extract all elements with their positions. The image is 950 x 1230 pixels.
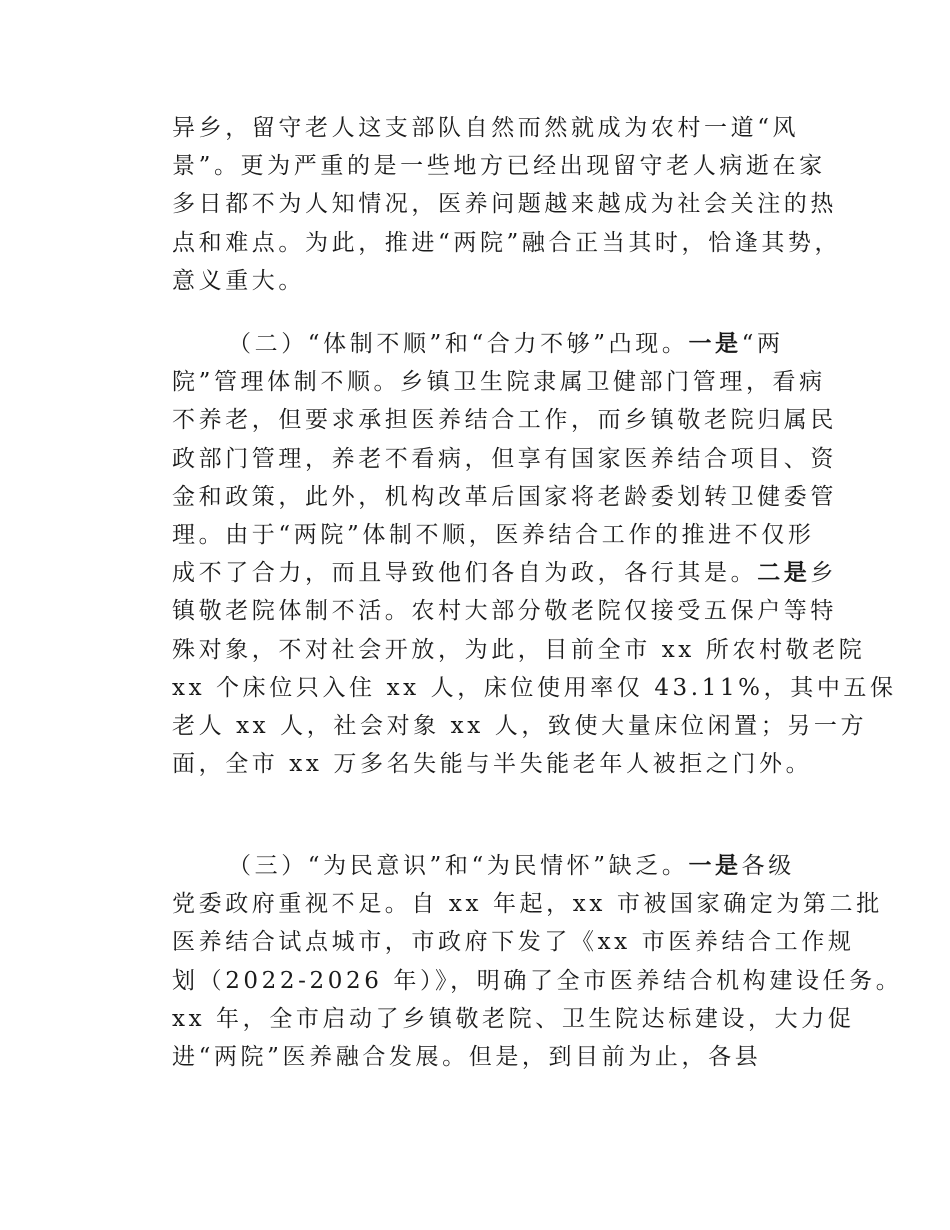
text-line: 进“两院”医养融合发展。但是，到目前为止，各县 xyxy=(172,1044,762,1070)
text-line: 政部门管理，养老不看病，但享有国家医养结合项目、资 xyxy=(172,445,837,472)
text-line: 不养老，但要求承担医养结合工作，而乡镇敬老院归属民 xyxy=(172,407,837,434)
text-line: 殊对象，不对社会开放，为此，目前全市 xx 所农村敬老院 xyxy=(172,636,866,663)
text-line: 镇敬老院体制不活。农村大部分敬老院仅接受五保户等特 xyxy=(172,598,837,625)
text-line: （三）“为民意识”和“为民情怀”缺乏。一是各级 xyxy=(228,853,795,879)
text-line: 异乡，留守老人这支部队自然而然就成为农村一道“风 xyxy=(172,115,800,141)
text-line: 意义重大。 xyxy=(172,267,305,294)
text-line: 划（2022-2026 年）》，明确了全市医养结合机构建设任务。 xyxy=(172,967,903,994)
text-line: xx 年，全市启动了乡镇敬老院、卫生院达标建设，大力促 xyxy=(172,1005,855,1032)
text-line: （二）“体制不顺”和“合力不够”凸现。一是“两 xyxy=(228,331,784,357)
text-line: 面，全市 xx 万多名失能与半失能老年人被拒之门外。 xyxy=(172,751,813,778)
text-line: 理。由于“两院”体制不顺，医养结合工作的推进不仅形 xyxy=(172,522,815,548)
bold-marker: 一是 xyxy=(688,331,742,357)
text-line: 成不了合力，而且导致他们各自为政，各行其是。二是乡 xyxy=(172,560,838,587)
text-line: 党委政府重视不足。自 xx 年起，xx 市被国家确定为第二批 xyxy=(172,891,883,918)
text-line: 景”。更为严重的是一些地方已经出现留守老人病逝在家 xyxy=(172,153,826,180)
bold-marker: 二是 xyxy=(757,560,811,587)
text-line: 院”管理体制不顺。乡镇卫生院隶属卫健部门管理，看病 xyxy=(172,369,826,396)
text-line: 多日都不为人知情况，医养问题越来越成为社会关注的热 xyxy=(172,191,837,218)
text-line: xx 个床位只入住 xx 人，床位使用率仅 43.11%，其中五保 xyxy=(172,674,897,701)
bold-marker: 一是 xyxy=(688,853,742,879)
text-line: 金和政策，此外，机构改革后国家将老龄委划转卫健委管 xyxy=(172,483,837,510)
text-line: 医养结合试点城市，市政府下发了《xx 市医养结合工作规 xyxy=(172,929,855,956)
text-line: 点和难点。为此，推进“两院”融合正当其时，恰逢其势， xyxy=(172,229,842,256)
text-line: 老人 xx 人，社会对象 xx 人，致使大量床位闲置；另一方 xyxy=(172,713,868,739)
